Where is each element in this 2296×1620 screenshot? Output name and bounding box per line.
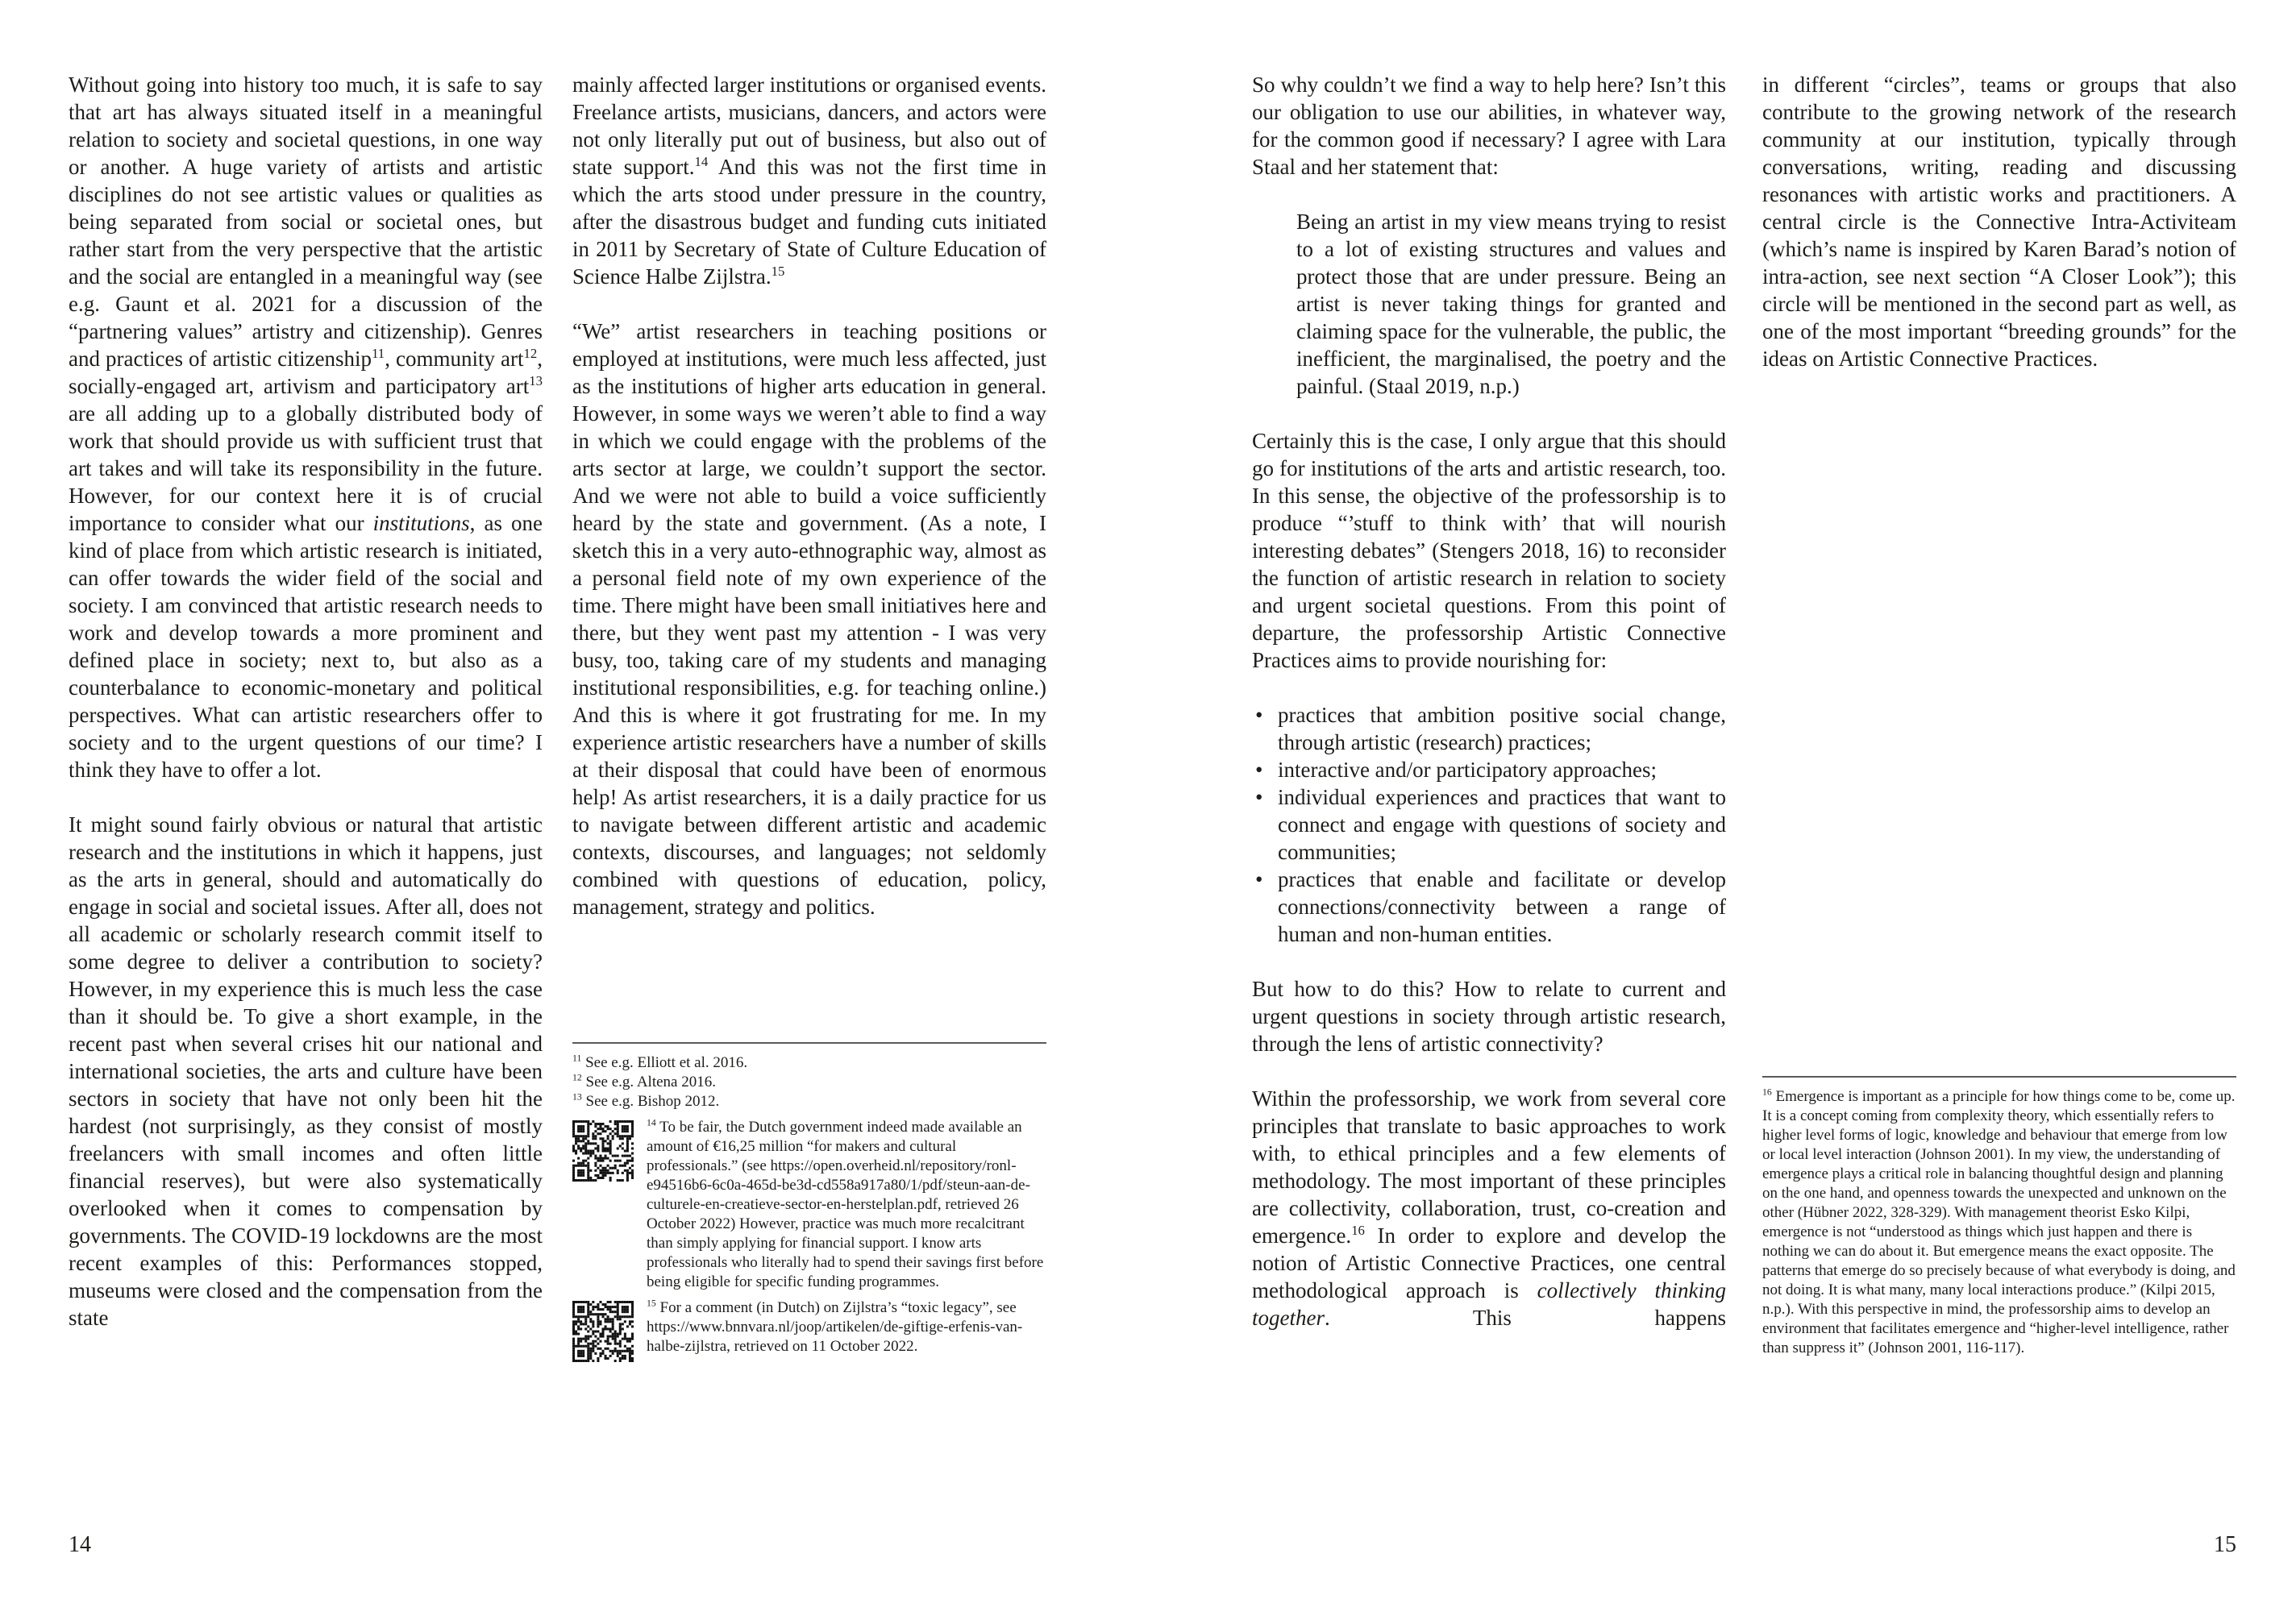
bullet-item: • individual experiences and practices that want to connect and engage with questions of society and communities;: [1252, 783, 1726, 866]
page15-column2: [1762, 71, 2236, 372]
bullet-item: • practices that ambition positive social change, through artistic (research) practices;: [1252, 701, 1726, 756]
page-number-right: 15: [2214, 1532, 2236, 1557]
footnote-14: [572, 1118, 1046, 1292]
paragraph: So why couldn’t we find a way to help here? Isn’t this our obligation to use our abilities, in whatever way, for the common good if necessary? I agree with Lara Staal and her statement that:: [1252, 73, 1726, 179]
paragraph: “We” artist researchers in teaching positions or employed at institutions, were much less affected, just as the institutions of higher arts education in general. However, in some ways we weren’t able to find a way in which we could engage with the problems of the arts sector at large, we couldn’t support the sector. And we were not able to build a voice sufficiently heard by the state and government. (As a note, I sketch this in a very auto-ethnographic way, almost as a personal field note of my own experience of the time. There might have been small initiatives here and there, but they went past my attention - I was very busy, too, taking care of my students and managing institutional responsibilities, e.g. for teaching online.) And this is where it got frustrating for me. In my experience artistic researchers have a number of skills at their disposal that could have been of enormous help! As artist researchers, it is a daily practice for us to navigate between different artistic and academic contexts, discourses, and languages; not seldomly combined with questions of education, policy, management, strategy and politics.: [572, 319, 1046, 919]
bullet-item: • practices that enable and facilitate or develop connections/connectivity between a range of human and non-human entities.: [1252, 866, 1726, 948]
footnote-12: $^{12}$ See e.g. Altena 2016.: [572, 1072, 716, 1090]
footnote-16: $^{16}$ Emergence is important as a principle for how things come to be, come up. It is a concept coming from complexity theory, which essentially refers to higher level forms of logic, knowledge and behaviour that emerge from low or local level interaction (Johnson 2001). In my view, the understanding of emergence plays a critical role in balancing thoughtful design and planning on the one hand, and openness towards the unexpected and unknown on the other (Hübner 2022, 328-329). With management theorist Esko Kilpi, emergence is not “understood as things which just happen and there is nothing we can do about it. But emergence means the exact opposite. The patterns that emerge do so precisely because of what everybody is doing, and not doing. It is what many, many local interactions produce.” (Kilpi 2015, n.p.). With this perspective in mind, the professorship aims to develop an environment that facilitates emergence and “higher-level intelligence, rather than suppress it” (Johnson 2001, 116-117).: [1762, 1086, 2236, 1356]
paragraph: mainly affected larger institutions or organised events. Freelance artists, musicians, dancers, and actors were not only literally put out of business, but also out of state support.$^{14}$ And this was not the first time in which the arts stood under pressure in the country, after the disastrous budget and funding cuts initiated in 2011 by Secretary of State of Culture Education of Science Halbe Zijlstra.$^{15}$: [572, 73, 1047, 289]
paragraph: in different “circles”, teams or groups that also contribute to the growing network of the research community at our institution, typically through conversations, writing, reading and discussing resonances with artistic works and practitioners. A central circle is the Connective Intra-Activiteam (which’s name is inspired by Karen Barad’s notion of intra-action, see next section “A Closer Look”); this circle will be mentioned in the second part as well, as one of the most important “breeding grounds” for the ideas on Artistic Connective Practices.: [1762, 73, 2236, 371]
bullet-item: • interactive and/or participatory approaches;: [1252, 756, 1726, 783]
page15-footnotes: [1762, 1076, 2236, 1358]
paragraph: But how to do this? How to relate to current and urgent questions in society through artistic research, through the lens of artistic connectivity?: [1252, 977, 1726, 1056]
footnote-14-text: $^{14}$ To be fair, the Dutch government indeed made available an amount of €16,25 million “for makers and cultural professionals.” (see https://open.overheid.nl/repository/ronl-e94516b6-6c0a-465d-be3d-cd558a917a80/1/pdf/steun-aan-de-culturele-en-creatieve-sector-en-herstelplan.pdf, retrieved 26 October 2022) However, practice was much more recalcitrant than simply applying for financial support. I know arts professionals who literally had to spend their savings first before being eligible for specific funding programmes.: [647, 1117, 1044, 1290]
paragraph: Certainly this is the case, I only argue that this should go for institutions of the arts and artistic research, too. In this sense, the objective of the professorship is to produce “’stuff to think with’ that will nourish interesting debates” (Stengers 2018, 16) to reconsider the function of artistic research in relation to society and urgent societal questions. From this point of departure, the professorship Artistic Connective Practices aims to provide nourishing for:: [1252, 429, 1726, 672]
footnote-15-text: $^{15}$ For a comment (in Dutch) on Zijlstra’s “toxic legacy”, see https://www.bnnvara.nl/joop/artikelen/de-giftige-erfenis-van-halbe-zijlstra, retrieved on 11 October 2022.: [647, 1298, 1023, 1355]
qr-code-icon: [572, 1120, 634, 1182]
footnote-11: $^{11}$ See e.g. Elliott et al. 2016.: [572, 1053, 748, 1071]
page15-column1: [1252, 71, 1726, 1331]
page14-column2: [572, 71, 1046, 920]
paragraph: It might sound fairly obvious or natural that artistic research and the institutions in which it happens, just as the arts in general, should and automatically do engage in social and societal issues. After all, does not all academic or scholarly research commit itself to some degree to deliver a contribution to society? However, in my experience this is much less the case than it should be. To give a short example, in the recent past when several crises hit our national and international societies, the arts and culture have been sectors in society that have not only been hit the hardest (not surprisingly, as they consist of mostly freelancers with small incomes and often little financial reserves), but were also systematically overlooked when it comes to compensation by governments. The COVID-19 lockdowns are the most recent examples of this: Performances stopped, museums were closed and the compensation from the state: [69, 812, 543, 1330]
paragraph: Within the professorship, we work from several core principles that translate to basic approaches to work with, to ethical principles and a few elements of methodology. The most important of these principles are collectivity, collaboration, trust, co-creation and emergence.$^{16}$ In order to explore and develop the notion of Artistic Connective Practices, one central methodological approach is collectively thinking together. This happens: [1252, 1086, 1726, 1330]
blockquote-staal: Being an artist in my view means trying to resist to a lot of existing structures and values and protect those that are under pressure. Being an artist is never taking things for granted and claiming space for the vulnerable, the public, the inefficient, the marginalised, the poetry and the painful. (Staal 2019, n.p.): [1296, 210, 1726, 398]
qr-code-icon: [572, 1301, 634, 1362]
page14-column1: [69, 71, 543, 1331]
footnote-15: [572, 1298, 1046, 1363]
bullet-list: [1252, 701, 1726, 948]
footnote-13: $^{13}$ See e.g. Bishop 2012.: [572, 1091, 720, 1110]
page-number-left: 14: [69, 1532, 91, 1557]
paragraph: Without going into history too much, it is safe to say that art has always situated itself in a meaningful relation to society and societal questions, in one way or another. A huge variety of artists and artistic disciplines do not see artistic values or qualities as being separated from social or societal ones, but rather start from the very perspective that the artistic and the social are entangled in a meaningful way (see e.g. Gaunt et al. 2021 for a discussion of the “partnering values” artistry and citizenship). Genres and practices of artistic citizenship$^{11}$, community art$^{12}$, socially-engaged art, artivism and participatory art$^{13}$ are all adding up to a globally distributed body of work that should provide us with sufficient trust that art takes and will take its responsibility in the future. However, for our context here it is of crucial importance to consider what our institutions, as one kind of place from which artistic research is initiated, can offer towards the wider field of the social and society. I am convinced that artistic research needs to work and develop towards a more prominent and defined place in society; next to, but also as a counterbalance to economic-monetary and political perspectives. What can artistic researchers offer to society and to the urgent questions of our time? I think they have to offer a lot.: [69, 73, 543, 782]
page14-footnotes: [572, 1042, 1046, 1363]
